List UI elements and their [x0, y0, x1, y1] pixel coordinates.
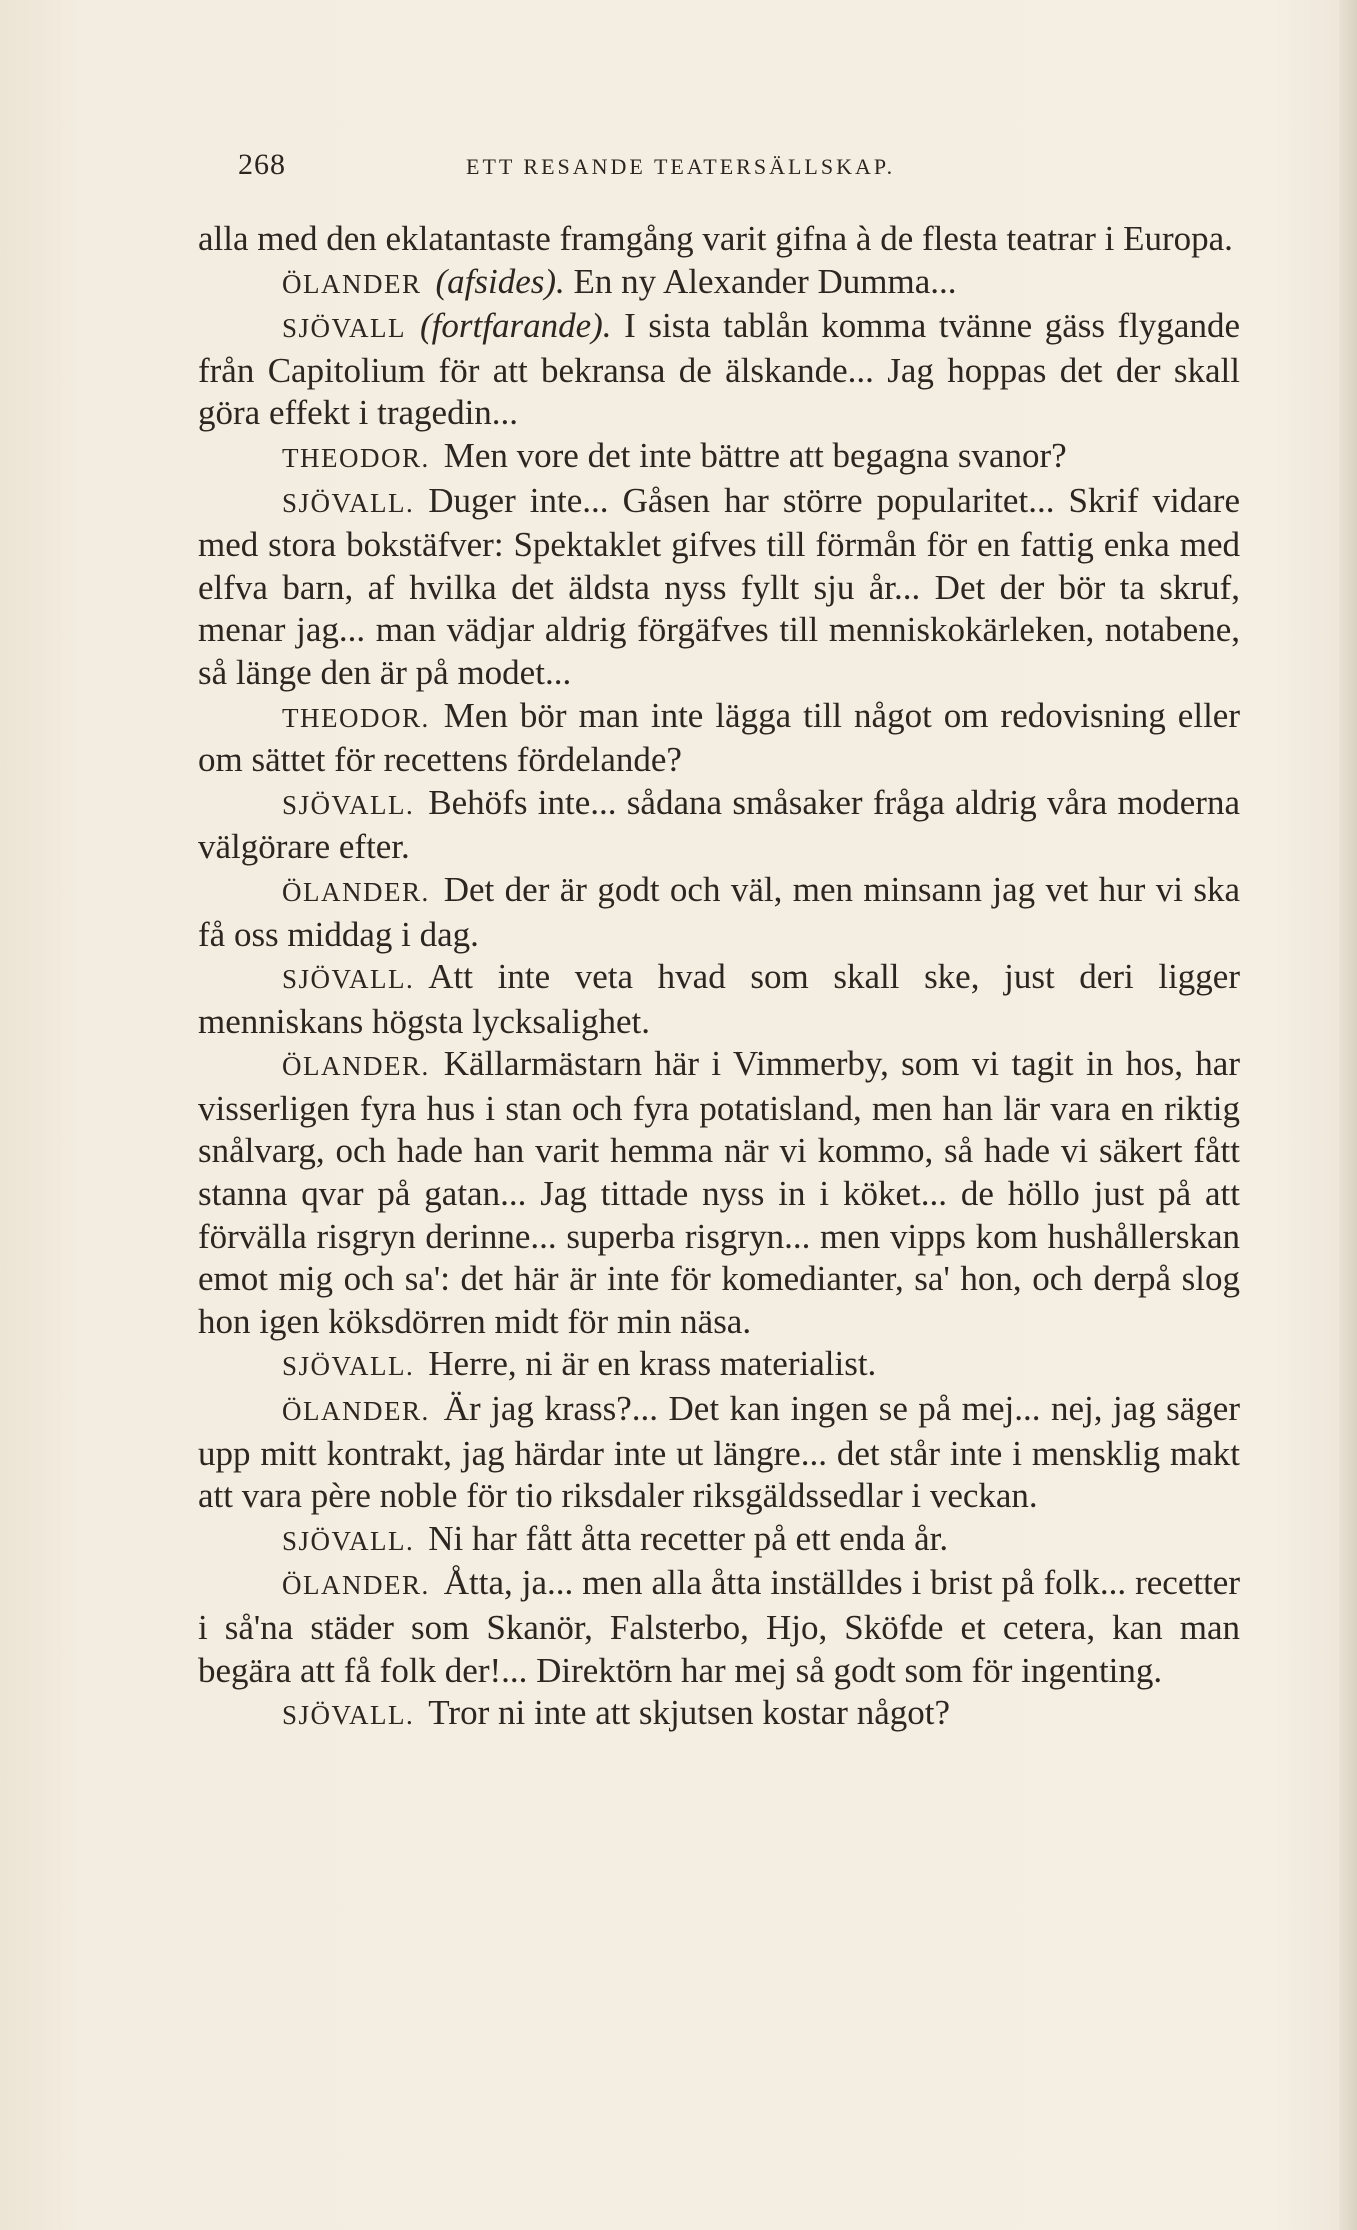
paragraph — [198, 1343, 1240, 1388]
paragraph — [198, 1043, 1240, 1343]
paragraph-text: En ny Alexander Dumma... — [573, 261, 957, 301]
speaker-name: SJÖVALL. — [282, 964, 415, 995]
paragraph-text: Herre, ni är en krass materialist. — [428, 1344, 877, 1384]
paragraph — [198, 218, 1240, 261]
paragraph — [198, 480, 1240, 695]
paragraph-text: I sista tablån komma tvänne gäss flygande från Capitolium för att bekransa de älskande... Jag hoppas det der skall göra effekt i tragedin... — [198, 306, 1240, 433]
speaker-name: SJÖVALL. — [282, 1700, 415, 1731]
paragraph — [198, 305, 1240, 435]
speaker-name: ÖLANDER. — [282, 1051, 430, 1082]
paragraph — [198, 1562, 1240, 1692]
paragraph — [198, 1692, 1240, 1737]
page-number: 268 — [238, 148, 286, 181]
paragraph — [198, 1388, 1240, 1518]
stage-direction: (afsides). — [435, 261, 565, 301]
paragraph — [198, 261, 1240, 306]
page-edge — [1339, 0, 1357, 2230]
paragraph-text: Källarmästarn här i Vimmerby, som vi tagit in hos, har visserligen fyra hus i stan och fyra potatisland, men han lär vara en riktig snålvarg, och hade han varit hemma när vi kommo, så hade vi säkert fått stanna qvar på gatan... Jag tittade nyss in i köket... de höllo just på att förvälla risgryn derinne... superba risgryn... men vipps kom hushållerskan emot mig och sa': det här är inte för komedianter, sa' hon, och derpå slog hon igen köksdörren midt för min näsa. — [198, 1044, 1240, 1341]
speaker-name: SJÖVALL. — [282, 1525, 415, 1556]
paragraph-text: Behöfs inte... sådana småsaker fråga aldrig våra moderna välgörare efter. — [198, 782, 1240, 867]
paragraph — [198, 782, 1240, 869]
paragraph-text: Ni har fått åtta recetter på ett enda år. — [428, 1518, 949, 1558]
paragraph-text: Att inte veta hvad som skall ske, just deri ligger menniskans högsta lycksalighet. — [198, 957, 1240, 1041]
paragraph-text: alla med den eklatantaste framgång varit gifna à de flesta teatrar i Europa. — [198, 219, 1233, 258]
paragraph — [198, 435, 1240, 480]
speaker-name: SJÖVALL. — [282, 789, 415, 820]
paragraph-text: Duger inte... Gåsen har större popularitet... Skrif vidare med stora bokstäfver: Spektaklet gifves till förmån för en fattig enka med elfva barn, af hvilka det äldsta nyss fyllt sju år... Det der bör ta skruf, menar jag... man vädjar aldrig förgäfves till menniskokärleken, notabene, så länge den är på modet... — [198, 480, 1240, 692]
speaker-name: THEODOR. — [282, 702, 430, 733]
paragraph-text: Men vore det inte bättre att begagna svanor? — [443, 435, 1067, 475]
paragraph-text: Tror ni inte att skjutsen kostar något? — [428, 1693, 950, 1733]
paragraph — [198, 869, 1240, 956]
speaker-name: ÖLANDER. — [282, 876, 430, 907]
speaker-name: ÖLANDER. — [282, 1396, 430, 1427]
page-header — [238, 148, 1118, 188]
speaker-name: ÖLANDER. — [282, 1570, 430, 1601]
speaker-name: THEODOR. — [282, 442, 430, 473]
paragraph — [198, 1518, 1240, 1563]
stage-direction: (fortfarande). — [420, 306, 612, 346]
body-text — [198, 218, 1240, 1737]
paragraph — [198, 956, 1240, 1043]
speaker-name: SJÖVALL. — [282, 487, 415, 518]
speaker-name: SJÖVALL — [282, 313, 407, 344]
paragraph-text: Är jag krass?... Det kan ingen se på mej... nej, jag säger upp mitt kontrakt, jag härdar inte ut längre... det står inte i mensklig makt att vara père noble för tio riksdaler riksgäldssedlar i veckan. — [198, 1389, 1240, 1516]
paragraph — [198, 695, 1240, 782]
paragraph-text: Det der är godt och väl, men minsann jag vet hur vi ska få oss middag i dag. — [198, 869, 1240, 954]
speaker-name: ÖLANDER — [282, 268, 422, 299]
speaker-name: SJÖVALL. — [282, 1351, 415, 1382]
paragraph-text: Åtta, ja... men alla åtta inställdes i brist på folk... recetter i så'na städer som Skanör, Falsterbo, Hjo, Sköfde et cetera, kan man begära att få folk der!... Direktörn har mej så godt som för ingenting. — [198, 1563, 1240, 1690]
running-head: ETT RESANDE TEATERSÄLLSKAP. — [466, 154, 896, 179]
paragraph-text: Men bör man inte lägga till något om redovisning eller om sättet för recettens fördelande? — [198, 695, 1240, 780]
